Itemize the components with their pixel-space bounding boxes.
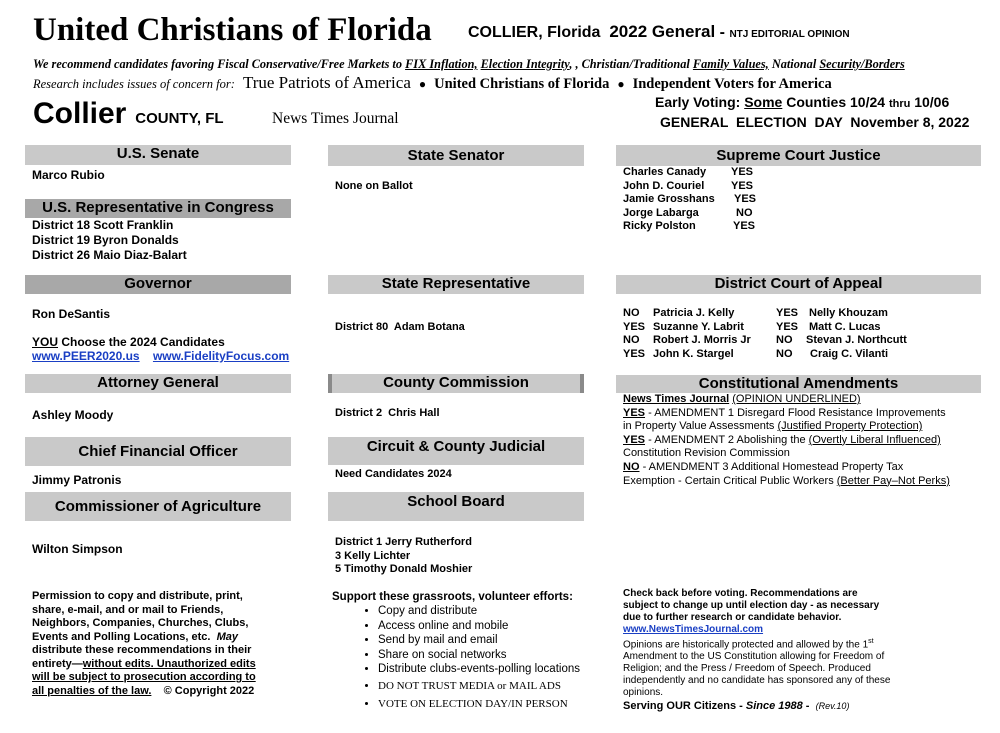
congress-header: U.S. Representative in Congress [25,199,291,218]
opinion-line: independently and no candidate has sponsored any of these [623,675,891,687]
amend-2-row-2: Constitution Revision Commission [623,447,790,460]
opinion-line [623,636,890,651]
opinion-line-1: Opinions are historically protected and allowed by the 1 [623,639,869,651]
county-commission-value: District 2 Chris Hall [335,407,440,419]
appeal-vote: NO [776,334,793,347]
us-senate-value: Marco Rubio [32,168,105,182]
page-title: United Christians of Florida [33,12,432,48]
county-big: Collier [33,97,127,130]
appeal-vote: NO [623,334,640,347]
cfo-header: Chief Financial Officer [25,437,291,466]
school-board-header: School Board [328,492,584,521]
supreme-row [623,193,756,207]
permission-line: distribute these recommendations in their [32,644,252,656]
choose-2024 [32,335,225,349]
election-day: GENERAL ELECTION DAY November 8, 2022 [660,114,970,130]
rec-national: National [771,57,817,71]
amendments-header: Constitutional Amendments [616,375,981,393]
permission-line [32,685,256,699]
appeal-row [623,334,751,348]
amend-3-row-2 [623,475,950,489]
county-heading [33,96,224,137]
check-line: Check back before voting. Recommendations are [623,588,858,599]
amend-3-text: - AMENDMENT 3 Additional Homestead Property Tax [642,460,904,473]
permission-line: Neighbors, Companies, Churches, Clubs, [32,617,249,629]
governor-header: Governor [25,275,291,294]
permission-may: May [216,630,239,643]
bullet-2: ● [617,77,625,91]
appeal-row [776,348,907,362]
amend-ntj-row [623,393,950,407]
appeal-vote: YES [623,320,646,333]
attorney-general-value: Ashley Moody [32,408,114,422]
justice-name: Jorge Labarga [623,206,699,219]
check-line: due to further research or candidate behavior. [623,612,842,623]
county-state: COLLIER, Florida [468,24,601,41]
congress-row: District 19 Byron Donalds [32,233,179,247]
appeal-row [776,307,907,321]
journal-name: News Times Journal [272,110,399,127]
support-item: • Copy and distribute [378,604,602,619]
amend-2-note: (Overtly Liberal Influenced) [808,433,941,446]
amend-2-text: - AMENDMENT 2 Abolishing the [648,433,806,446]
appeal-row [623,307,751,321]
congress-list [32,218,187,263]
justice-name: Ricky Polston [623,220,696,233]
appeal-court-header: District Court of Appeal [616,275,981,294]
election-heading [468,22,850,45]
support-item: • Share on social networks [378,648,602,663]
appeal-name: Robert J. Morris Jr [653,334,751,347]
circuit-judicial-value: Need Candidates 2024 [335,468,452,480]
permission-block [32,590,256,698]
congress-row: District 26 Maio Diaz-Balart [32,248,187,262]
amend-1-vote: YES [623,406,646,419]
appeal-vote: YES [623,347,646,360]
school-board-list [335,536,472,577]
permission-line-8: all penalties of the law. [32,684,152,697]
justice-vote: YES [734,193,757,206]
support-list [332,604,602,711]
amend-3-vote: NO [623,460,640,473]
amend-2-row [623,434,950,448]
justice-name: John D. Couriel [623,179,705,192]
rec-family-values: Family Values, [692,57,769,71]
research-org-2: United Christians of Florida [434,76,610,92]
serving-line [623,699,849,713]
check-back-block [623,588,890,699]
justice-vote: YES [731,166,754,178]
amend-2-vote: YES [623,433,646,446]
state-senator-value: None on Ballot [335,180,413,192]
check-line: subject to change up until election day - as necessary [623,600,880,611]
appeal-vote: YES [776,320,799,333]
election-name: 2022 General [609,22,716,41]
amend-3-line2: Exemption - Certain Critical Public Workers [623,474,834,487]
appeal-name: John K. Stargel [653,347,734,360]
us-senate-header: U.S. Senate [25,145,291,165]
state-rep-value: District 80 Adam Botana [335,321,465,333]
justice-name: Charles Canady [623,166,707,178]
appeal-right-list [776,307,907,361]
supreme-row [623,220,756,234]
support-item: • VOTE ON ELECTION DAY/IN PERSON [378,697,602,712]
amend-1-text: - AMENDMENT 1 Disregard Flood Resistance Improvements [648,406,946,419]
agriculture-value: Wilton Simpson [32,542,123,556]
justice-vote: YES [731,179,754,192]
choose-text: Choose the 2024 Candidates [61,335,225,349]
county-commission-header: County Commission [328,374,584,393]
justice-name: Jamie Grosshans [623,193,715,206]
research-org-1: True Patriots of America [242,73,411,92]
appeal-vote: NO [623,307,640,319]
school-board-row: 3 Kelly Lichter [335,549,411,562]
appeal-vote: YES [776,307,799,319]
support-item: • Send by mail and email [378,633,602,648]
appeal-name: Nelly Khouzam [809,307,888,319]
permission-line: share, e-mail, and or mail to Friends, [32,603,224,616]
amend-1-line2: in Property Value Assessments [623,420,775,433]
appeal-name: Patricia J. Kelly [653,307,735,319]
amend-ntj: News Times Journal [623,393,730,405]
supreme-row [623,207,756,221]
justice-vote: YES [733,220,756,233]
rec-security: Security/Borders [819,57,905,71]
school-board-row: District 1 Jerry Rutherford [335,536,472,548]
research-prefix: Research includes issues of concern for: [33,77,235,91]
state-senator-header: State Senator [328,145,584,166]
research-org-3: Independent Voters for America [632,76,832,92]
rec-fix-inflation: FIX Inflation, [405,57,478,71]
appeal-row [776,334,907,348]
permission-line-6a: entirety— [32,657,83,670]
permission-line: will be subject to prosecution according to [32,671,256,683]
congress-row: District 18 Scott Franklin [32,218,174,232]
amend-3-note: (Better Pay–Not Perks) [836,474,950,487]
opinion-label: NTJ EDITORIAL OPINION [729,29,850,40]
support-item: • Distribute clubs-events-polling locations [378,662,602,677]
early-voting-thru: thru [888,98,911,110]
early-voting-dates: Counties 10/24 [786,94,886,110]
early-voting-end: 10/06 [914,94,950,110]
permission-line [32,658,256,672]
rev-text: (Rev.10) [815,701,850,711]
appeal-name: Suzanne Y. Labrit [653,320,744,333]
recommend-line [33,57,905,72]
choose-links [32,349,289,363]
appeal-row [623,348,751,362]
heading-dash: - [719,24,725,41]
appeal-name: Matt C. Lucas [809,320,881,333]
fidelityfocus-link[interactable]: www.FidelityFocus.com [152,349,290,363]
opinion-line: Religion; and the Press / Freedom of Speech. Produced [623,663,871,675]
state-rep-header: State Representative [328,275,584,294]
early-voting-some: Some [744,94,783,110]
agriculture-header: Commissioner of Agriculture [25,492,291,521]
newstimesjournal-link[interactable]: www.NewsTimesJournal.com [623,624,764,635]
appeal-name: Craig C. Vilanti [810,347,889,360]
supreme-row [623,180,756,194]
support-title: Support these grassroots, volunteer efforts: [332,591,573,603]
amend-1-note: (Justified Property Protection) [777,420,923,433]
rec-sep: , , Christian/Traditional [569,57,690,71]
supreme-row [623,166,756,180]
permission-line [32,631,256,645]
circuit-judicial-header: Circuit & County Judicial [328,437,584,465]
appeal-row [623,321,751,335]
appeal-row [776,321,907,335]
opinion-line: opinions. [623,687,664,699]
peer2020-link[interactable]: www.PEER2020.us [32,349,140,363]
permission-line-6b: without edits. Unauthorized edits [82,657,256,670]
amend-1-row [623,407,950,421]
since-text: Since 1988 [745,700,803,712]
governor-value: Ron DeSantis [32,307,111,321]
support-item: • DO NOT TRUST MEDIA or MAIL ADS [378,679,602,694]
amend-3-row [623,461,950,475]
amendments-block [623,393,950,488]
recommend-prefix: We recommend candidates favoring Fiscal Conservative/Free Markets to [33,57,402,71]
school-board-row: 5 Timothy Donald Moshier [335,563,473,575]
supreme-court-header: Supreme Court Justice [616,145,981,166]
permission-line: Permission to copy and distribute, print, [32,590,243,602]
amend-ntj-note: (OPINION UNDERLINED) [732,393,861,405]
research-line [33,73,832,94]
supreme-court-list [623,166,756,234]
serving-dash: - [805,700,810,712]
early-voting [655,94,949,113]
appeal-vote: NO [776,347,793,360]
rec-election-integrity: Election Integrity [480,57,570,71]
cfo-value: Jimmy Patronis [32,473,122,487]
appeal-name: Stevan J. Northcutt [806,334,907,347]
permission-line-4: Events and Polling Locations, etc. [32,630,211,643]
bullet-1: ● [418,77,427,91]
county-suffix: COUNTY, FL [135,110,224,127]
choose-you: YOU [32,335,59,349]
appeal-left-list [623,307,751,361]
amend-1-row-2 [623,420,950,434]
support-item: • Access online and mobile [378,619,602,634]
opinion-sup: st [868,638,874,645]
attorney-general-header: Attorney General [25,374,291,393]
copyright: © Copyright 2022 [163,684,255,697]
serving-text: Serving OUR Citizens - [623,700,743,712]
justice-vote: NO [736,206,753,219]
opinion-line: Amendment to the US Constitution allowing for Freedom of [623,651,885,663]
early-voting-prefix: Early Voting: [655,94,741,110]
